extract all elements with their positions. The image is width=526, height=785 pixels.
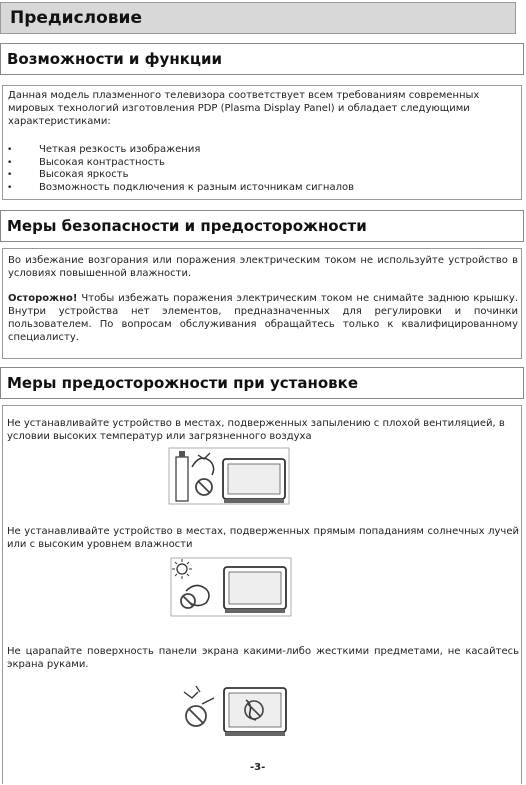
features-list bbox=[3, 144, 513, 194]
list-item: • Возможность подключения к разным источникам сигналов bbox=[3, 182, 513, 195]
page-title: Предисловие bbox=[10, 8, 142, 28]
install-paragraph-2: Не устанавливайте устройство в местах, подверженных прямым попаданиям солнечных лучей или с высоким уровнем влажности bbox=[7, 526, 519, 550]
features-box bbox=[2, 85, 522, 200]
scratch-touch-warning-illustration bbox=[174, 682, 292, 742]
warning-label: Осторожно! bbox=[8, 293, 78, 304]
list-item: • Четкая резкость изображения bbox=[3, 144, 513, 157]
install-paragraph-1: Не устанавливайте устройство в местах, подверженных запылению с плохой вентиляцией, в условии высоких температур или загрязненного воздуха bbox=[7, 418, 505, 442]
safety-heading-box bbox=[0, 210, 524, 242]
install-heading: Меры предосторожности при установке bbox=[7, 374, 358, 392]
warning-text: Чтобы избежать поражения электрическим током не снимайте заднюю крышку. Внутри устройства нет элементов, предназначенных для регулировки и починки пользователем. По вопросам обслуживания обращайтесь только к квалифицированному специалисту. bbox=[8, 293, 518, 343]
sun-moisture-warning-illustration bbox=[170, 557, 292, 617]
install-paragraph-3: Не царапайте поверхность панели экрана какими-либо жесткими предметами, не касайтесь экрана руками. bbox=[7, 646, 519, 670]
page-number: -3- bbox=[250, 762, 266, 773]
safety-warning-paragraph bbox=[8, 292, 518, 344]
safety-heading: Меры безопасности и предосторожности bbox=[7, 217, 367, 235]
install-heading-box bbox=[0, 367, 524, 399]
list-item: • Высокая яркость bbox=[3, 169, 513, 182]
safety-paragraph: Во избежание возгорания или поражения электрическим током не используйте устройство в условиях повышенной влажности. bbox=[8, 255, 518, 279]
features-intro: Данная модель плазменного телевизора соответствует всем требованиям современных мировых технологий изготовления PDP (Plasma Display Panel) и обладает следующими характеристиками: bbox=[8, 90, 480, 127]
list-item: • Высокая контрастность bbox=[3, 157, 513, 170]
page-title-bar bbox=[0, 2, 516, 34]
features-heading-box bbox=[0, 43, 524, 75]
safety-box bbox=[2, 248, 522, 359]
dust-warning-illustration bbox=[168, 447, 290, 505]
features-heading: Возможности и функции bbox=[7, 50, 223, 68]
